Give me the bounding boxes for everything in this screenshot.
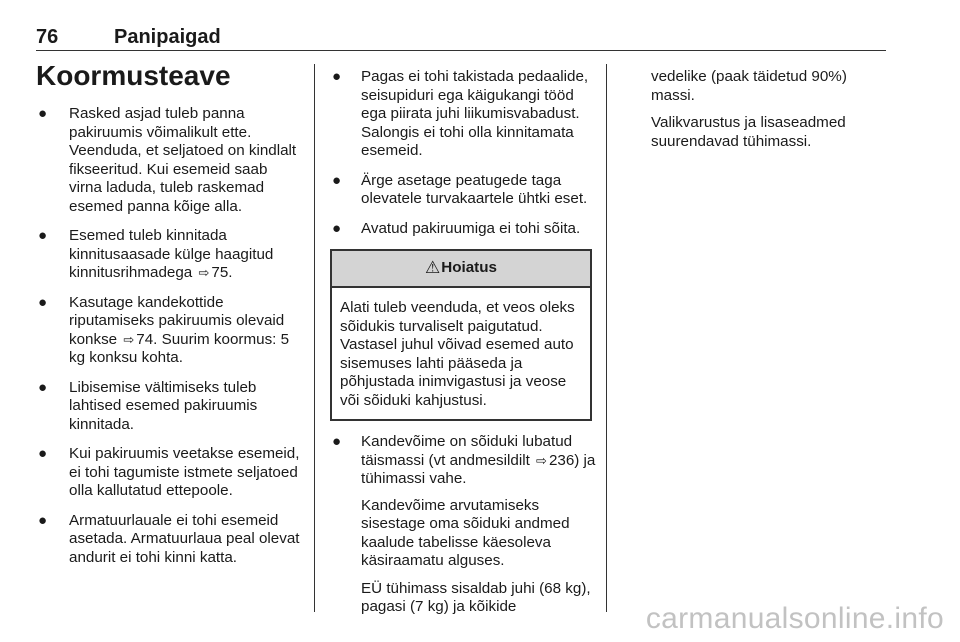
bullet-icon: ●	[332, 219, 342, 237]
list-item-tail: ) ja tühimassi vahe.	[361, 451, 596, 487]
list-item-text: Esemed tuleb kinnitada kinnitusaasade külge haagitud kinnitusrihmadega	[69, 227, 274, 281]
list-item-text: Kasutage kandekottide riputamiseks pakiruumis olevaid konkse	[69, 293, 285, 348]
list-item	[36, 294, 300, 368]
list-item-text: Ärge asetage peatugede taga olevatele turvakaartele ühtki eset.	[361, 171, 588, 207]
list-item-text: Avatud pakiruumiga ei tohi sõita.	[361, 219, 581, 237]
warning-title: Hoiatus	[441, 259, 497, 277]
bullet-icon: ●	[38, 227, 48, 244]
list-item-text: Armatuurlauale ei tohi esemeid asetada. Armatuurlaua peal olevat andurit ei tohi kinni katta.	[69, 511, 300, 566]
page-title: Panipaigad	[114, 26, 221, 48]
list-item-tail: . Suurim koormus: 5 kg konksu kohta.	[69, 330, 290, 366]
paragraph: Valikvarustus ja lisaseadmed suurendavad tühimassi.	[651, 114, 846, 150]
warning-box	[330, 249, 592, 421]
list-item-text: Kandevõime on sõiduki lubatud täismassi (vt andmesildilt	[361, 433, 573, 469]
bullet-list-3	[330, 433, 596, 617]
bullet-list-1	[36, 105, 300, 567]
column-1	[36, 60, 300, 578]
list-item-text: Rasked asjad tuleb panna pakiruumis võimalikult ette. Veenduda, et seljatoed on kindlalt fikseeritud. Kui esemeid saab virna laduda, tuleb raskemad esemed panna kõige alla.	[69, 105, 297, 215]
bullet-icon: ●	[38, 445, 48, 462]
header-rule	[36, 50, 886, 51]
bullet-icon: ●	[38, 511, 48, 529]
warning-header	[332, 251, 590, 288]
list-item-text: Pagas ei tohi takistada pedaalide, seisupiduri ega käigukangi tööd ega piirata juhi liikumisvabadust. Salongis ei tohi olla kinnitamata esemeid.	[361, 68, 589, 159]
sub-paragraph: EÜ tühimass sisaldab juhi (68 kg), pagasi (7 kg) ja kõikide	[361, 579, 591, 615]
page-ref-arrow-icon: ⇨	[123, 331, 135, 347]
bullet-icon: ●	[332, 68, 342, 85]
bullet-icon: ●	[38, 293, 48, 311]
list-item	[36, 379, 300, 435]
bullet-icon: ●	[38, 378, 48, 396]
page-ref-link[interactable]: 236	[548, 451, 575, 469]
watermark: carmanualsonline.info	[645, 602, 944, 635]
list-item	[330, 68, 596, 161]
warning-triangle-icon: ⚠	[425, 258, 441, 278]
bullet-icon: ●	[38, 105, 48, 122]
page-number: 76	[36, 26, 59, 48]
list-item	[330, 220, 596, 239]
page-ref-arrow-icon: ⇨	[536, 452, 547, 468]
list-item	[36, 445, 300, 501]
list-item	[330, 433, 596, 617]
column-3	[651, 68, 881, 160]
column-divider-1	[314, 64, 315, 612]
list-item	[330, 172, 596, 209]
column-divider-2	[606, 64, 607, 612]
warning-text: Alati tuleb veenduda, et veos oleks sõidukis turvaliselt paigutatud. Vastasel juhul võivad esemed auto sisemuses lahti pääseda ja põhjustada inimvigastusi ja veose või sõiduki kahjustusi.	[340, 299, 575, 409]
list-item	[36, 512, 300, 568]
page-ref-link[interactable]: 75	[211, 264, 229, 281]
page-ref-link[interactable]: 74	[136, 330, 154, 348]
column-2	[330, 68, 596, 626]
list-item-text: Kui pakiruumis veetakse esemeid, ei tohi tagumiste istmete seljatoed olla kallutatud ettepoole.	[69, 445, 300, 499]
section-title: Koormusteave	[36, 60, 231, 91]
bullet-icon: ●	[332, 171, 342, 189]
list-item	[36, 227, 300, 283]
page-header	[36, 26, 886, 52]
list-item-text: Libisemise vältimiseks tuleb lahtised esemed pakiruumis kinnitada.	[69, 378, 258, 433]
paragraph: vedelike (paak täidetud 90%) massi.	[651, 68, 847, 104]
list-item-tail: .	[228, 264, 233, 281]
list-item	[36, 105, 300, 216]
bullet-icon: ●	[332, 433, 342, 450]
bullet-list-2	[330, 68, 596, 238]
page-ref-arrow-icon: ⇨	[198, 265, 210, 280]
sub-paragraph: Kandevõime arvutamiseks sisestage oma sõiduki andmed kaalude tabelisse käesoleva käsiraamatu alguses.	[361, 496, 570, 569]
